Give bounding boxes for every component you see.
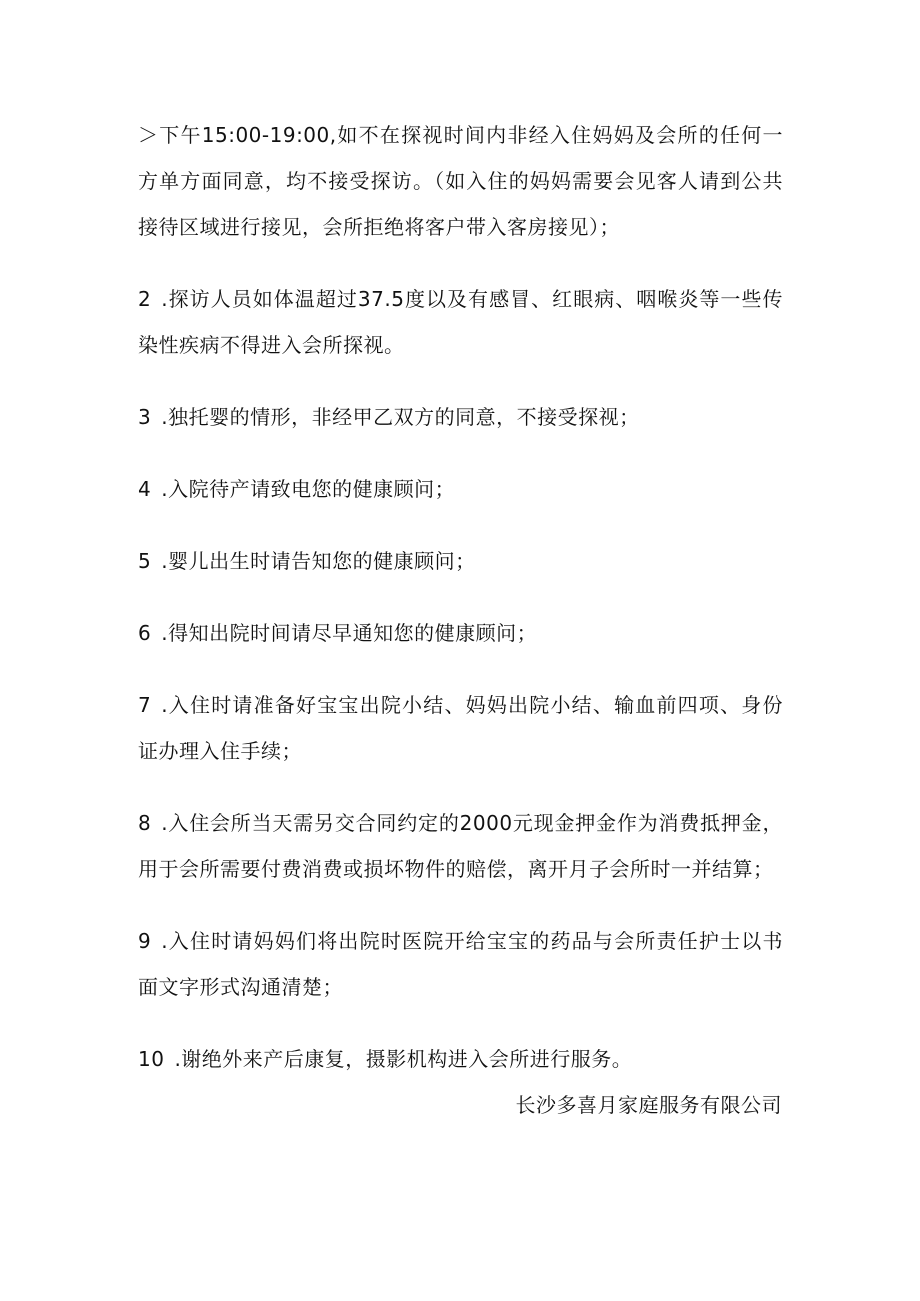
item-text: .婴儿出生时请告知您的健康顾问； bbox=[161, 549, 476, 573]
item-text: .得知出院时间请尽早通知您的健康顾问； bbox=[161, 621, 538, 645]
item-number: 4 bbox=[138, 477, 152, 501]
intro-paragraph: ＞下午15:00-19:00,如不在探视时间内非经入住妈妈及会所的任何一方单方面同意，均不接受探访。（如入住的妈妈需要会见客人请到公共接待区域进行接见，会所拒绝将客户带入客房接见）； bbox=[138, 123, 783, 239]
item-text: .入住时请妈妈们将出院时医院开给宝宝的药品与会所责任护士以书面文字形式沟通清楚； bbox=[138, 929, 783, 999]
document-body bbox=[138, 112, 783, 1108]
item-number: 5 bbox=[138, 549, 152, 573]
list-item bbox=[138, 682, 783, 774]
item-text: .探访人员如体温超过37.5度以及有感冒、红眼病、咽喉炎等一些传染性疾病不得进入会所探视。 bbox=[138, 287, 783, 357]
item-text: .入院待产请致电您的健康顾问； bbox=[161, 477, 456, 501]
list-item bbox=[138, 610, 783, 656]
list-item bbox=[138, 276, 783, 368]
list-item bbox=[138, 1036, 783, 1082]
item-text: .独托婴的情形，非经甲乙双方的同意，不接受探视； bbox=[161, 405, 640, 429]
item-number: 2 bbox=[138, 287, 152, 311]
item-number: 3 bbox=[138, 405, 152, 429]
list-item bbox=[138, 394, 783, 440]
item-number: 9 bbox=[138, 929, 152, 953]
item-text: .入住时请准备好宝宝出院小结、妈妈出院小结、输血前四项、身份证办理入住手续； bbox=[138, 693, 783, 763]
item-number: 7 bbox=[138, 693, 152, 717]
list-item bbox=[138, 800, 783, 892]
list-item bbox=[138, 918, 783, 1010]
item-text: .谢绝外来产后康复，摄影机构进入会所进行服务。 bbox=[174, 1047, 633, 1071]
company-signature: 长沙多喜月家庭服务有限公司 bbox=[515, 1093, 782, 1117]
list-item bbox=[138, 538, 783, 584]
item-number: 10 bbox=[138, 1047, 165, 1071]
item-number: 6 bbox=[138, 621, 152, 645]
list-item bbox=[138, 466, 783, 512]
item-text: .入住会所当天需另交合同约定的2000元现金押金作为消费抵押金，用于会所需要付费消费或损坏物件的赔偿，离开月子会所时一并结算； bbox=[138, 811, 783, 881]
item-number: 8 bbox=[138, 811, 152, 835]
